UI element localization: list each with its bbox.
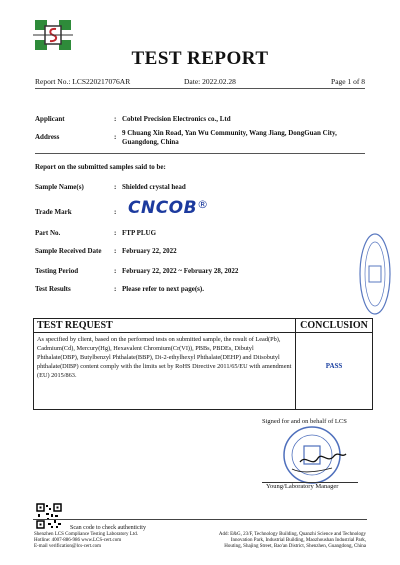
qr-code[interactable] — [36, 503, 62, 529]
section-divider — [35, 153, 365, 154]
trade-mark-label: Trade Mark — [35, 208, 72, 216]
report-title: TEST REPORT — [131, 48, 269, 69]
testing-period-value: February 22, 2022 ~ February 28, 2022 — [122, 267, 239, 275]
colon: : — [114, 229, 117, 237]
colon: : — [114, 183, 117, 191]
received-date-label: Sample Received Date — [35, 247, 102, 255]
footer-right — [219, 532, 366, 551]
trade-mark-text: CNCOB — [128, 198, 198, 218]
footer-address-2: Innovation Park, Industrial Building, Maozhoushan Industrial Park, — [230, 538, 366, 544]
colon: : — [114, 208, 117, 216]
summary-heading: Report on the submitted samples said to be: — [35, 163, 166, 171]
report-number: Report No.: LCS220217076AR — [35, 77, 131, 86]
trade-mark-logo — [128, 198, 208, 220]
footer-address-1: Add: E&G, 23/F, Technology Building, Quanzhi Science and Technology — [218, 532, 366, 537]
testing-period-label: Testing Period — [35, 267, 79, 275]
signatory-name: Young/Laboratory Manager — [266, 483, 339, 490]
test-results-label: Test Results — [35, 285, 71, 293]
received-date-value: February 22, 2022 — [122, 247, 177, 255]
colon: : — [114, 267, 117, 275]
report-date: Date: 2022.02.28 — [184, 77, 236, 86]
address-line-1: 9 Chuang Xin Road, Yan Wu Community, Wang Jiang, DongGuan City, — [122, 129, 337, 137]
address-line-2: Guangdong, China — [122, 138, 179, 146]
applicant-value: Cobtel Precision Electronics co., Ltd — [122, 115, 231, 123]
footer-hotline: Hotline: 4007-886-986 www.LCS-cert.com — [34, 538, 122, 544]
footer-email: E-mail verification@lcs-cert.com — [34, 544, 102, 550]
test-request-table — [33, 318, 373, 410]
conclusion-heading: CONCLUSION — [296, 319, 372, 333]
lcs-side-stamp — [358, 232, 392, 316]
sample-name-label: Sample Name(s) — [35, 183, 84, 191]
applicant-label: Applicant — [35, 115, 65, 123]
scan-instruction: Scan code to check authenticity — [70, 525, 146, 531]
lcs-logo — [33, 18, 73, 52]
signed-for-text: Signed for and on behalf of LCS — [262, 418, 347, 425]
footer-left — [34, 532, 138, 551]
conclusion-value: PASS — [325, 362, 343, 370]
test-request-heading: TEST REQUEST — [34, 319, 296, 333]
footer-company: Shenzhen LCS Compliance Testing Laboratory Ltd. — [34, 532, 138, 537]
address-label: Address — [35, 133, 60, 141]
part-no-label: Part No. — [35, 229, 61, 237]
colon: : — [114, 247, 117, 255]
part-no-value: FTP PLUG — [122, 229, 157, 237]
footer-address-3: Houting, Shajing Street, Bao'an District, Shenzhen, Guangdong, China — [224, 544, 366, 550]
registered-mark: ® — [197, 198, 209, 211]
test-results-value: Please refer to next page(s). — [122, 285, 204, 293]
sample-name-value: Shielded crystal head — [122, 183, 186, 191]
colon: : — [114, 115, 117, 123]
test-request-text: As specified by client, based on the performed tests on submitted sample, the result of Lead(Pb), Cadmium(Cd), Mercury(Hg), Hexavalent Chromium(Cr(VI)), PBBs, PBDEs, Dibutyl Phthalate(DBP), Butylbenzyl Phthalate(BBP), Di-2-ethylhexyl Phthalate(DEHP) and Diisobutyl phthalate(DIBP) content comply with the limits set by RoHS Directive 2011/65/EU with amendment (EU) 2015/863. — [34, 333, 296, 409]
colon: : — [114, 133, 117, 141]
footer-divider — [33, 519, 367, 520]
colon: : — [114, 285, 117, 293]
header-divider — [35, 88, 365, 89]
signature-stamp — [262, 424, 362, 486]
page-number: Page 1 of 8 — [331, 77, 365, 86]
